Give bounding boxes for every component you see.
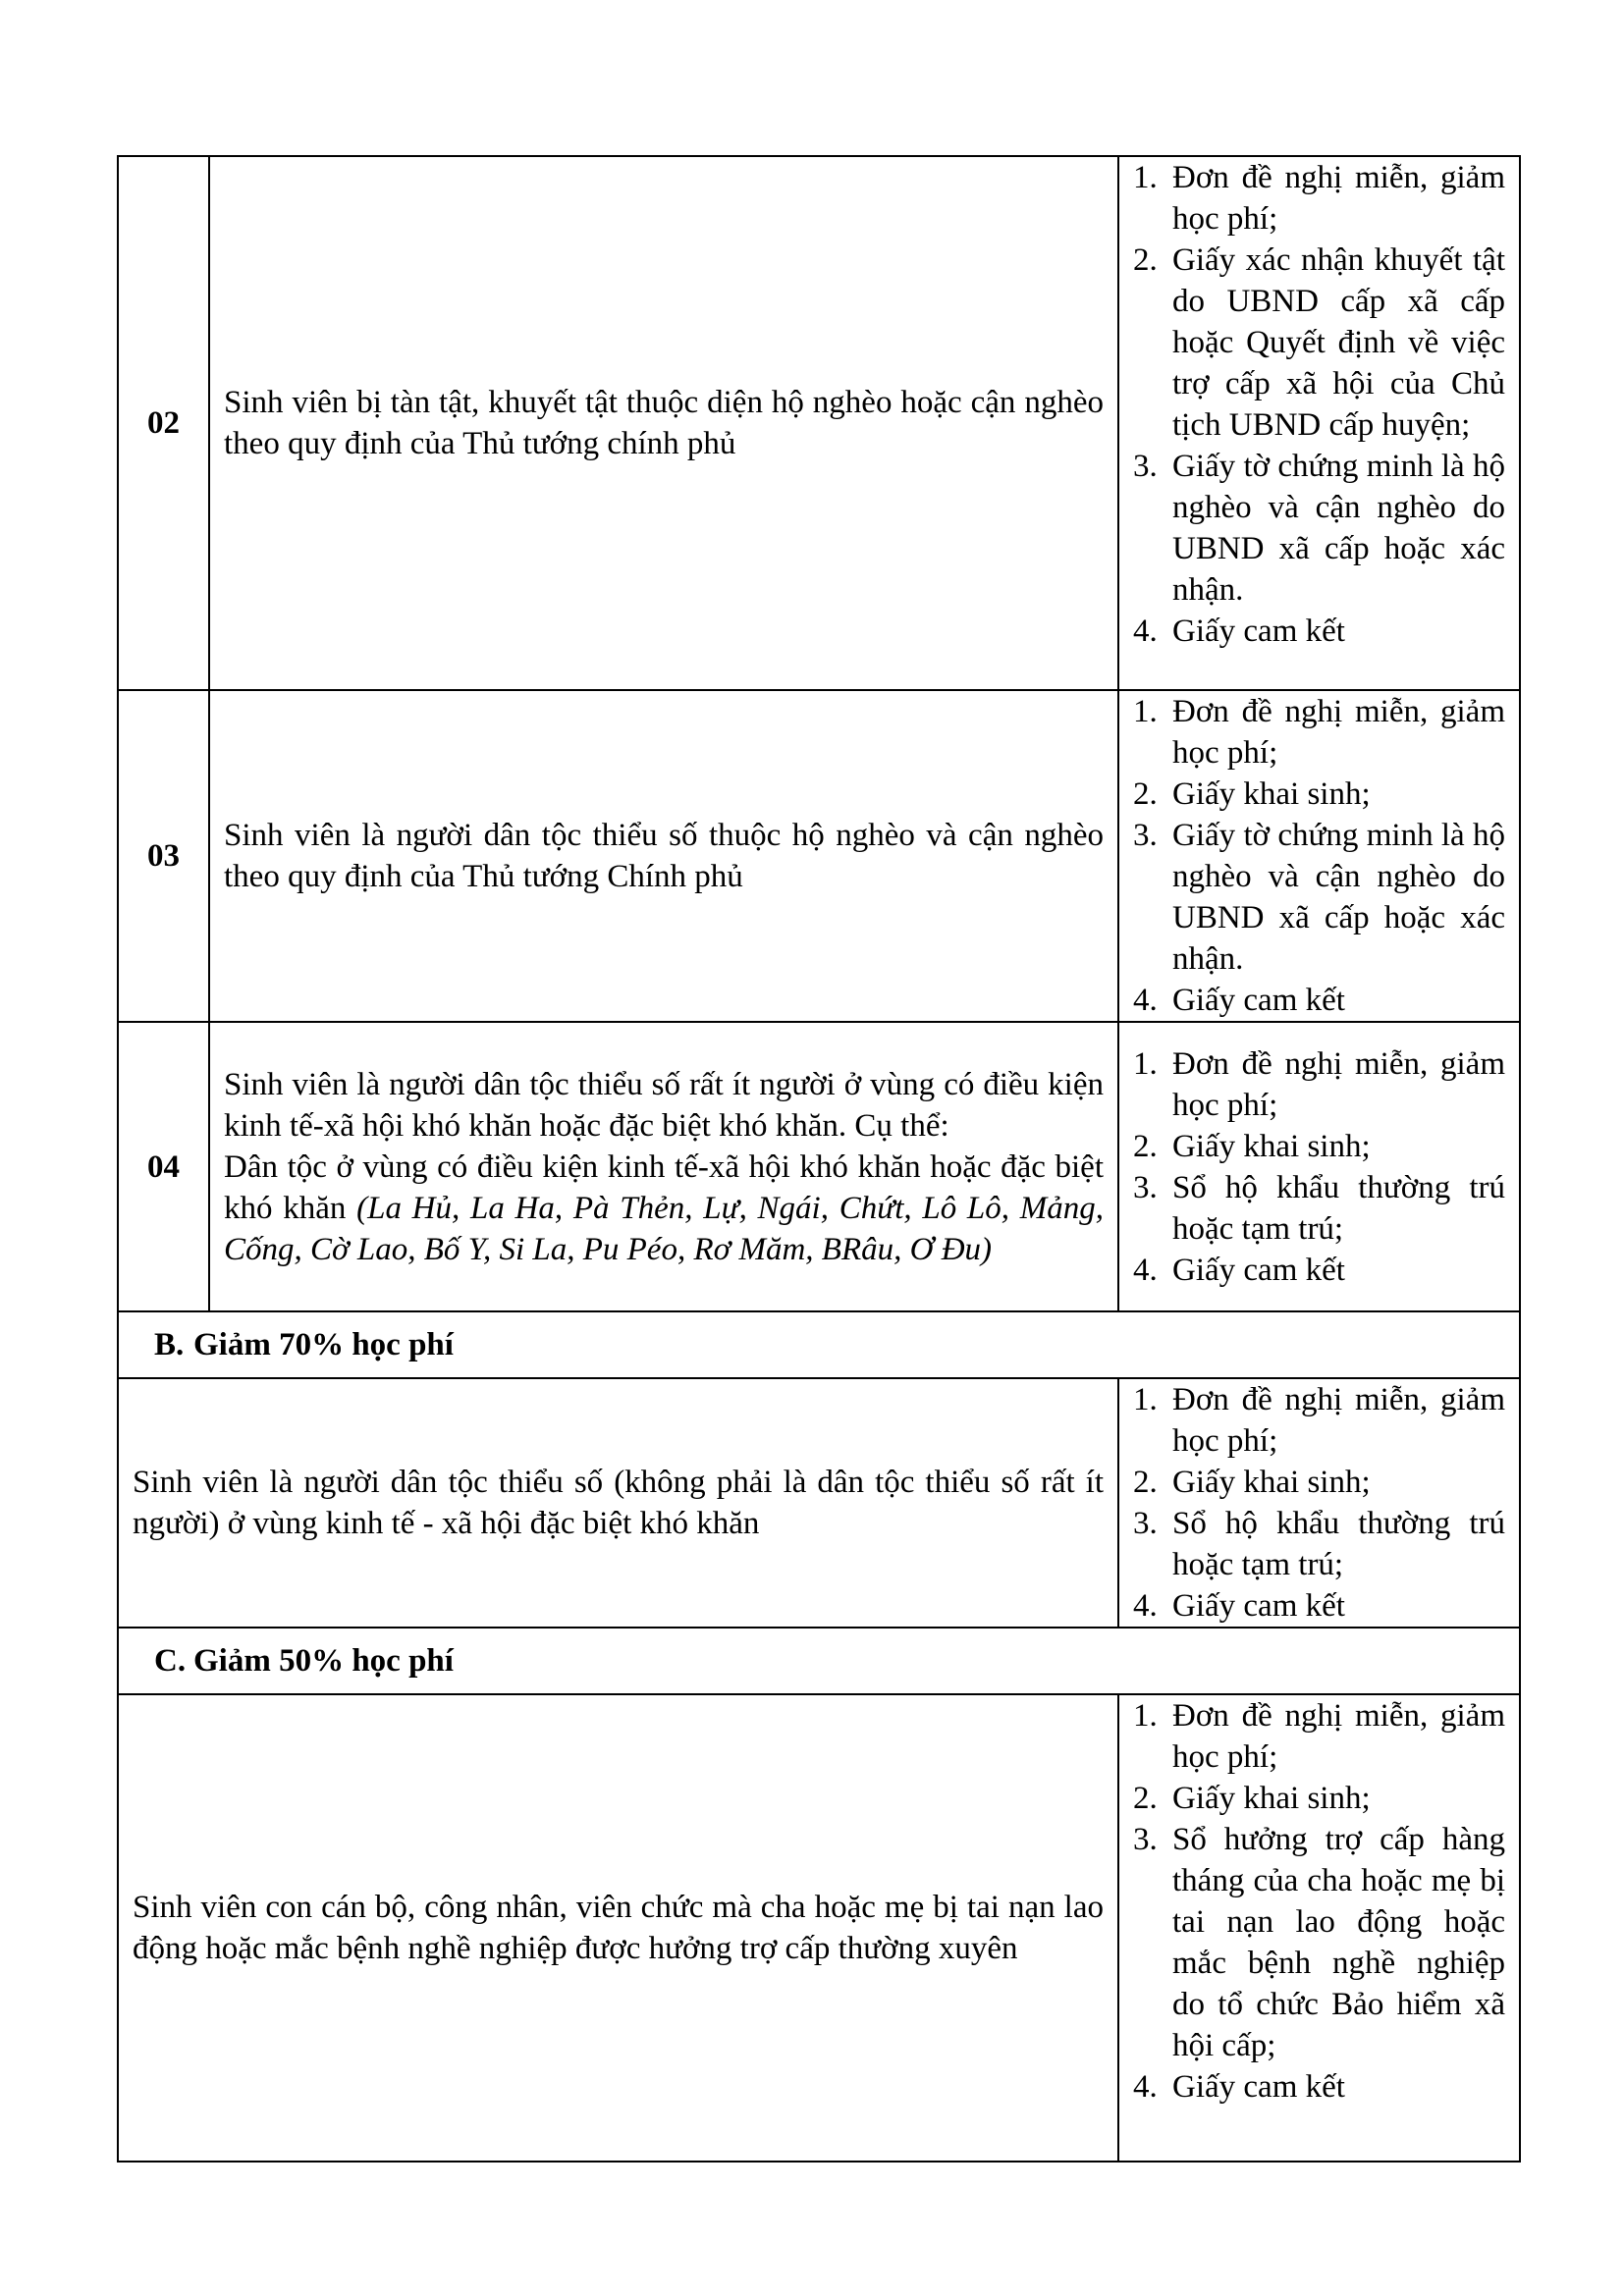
document-item-number: 2. [1133, 242, 1158, 278]
document-item-text: Giấy cam kết [1172, 1588, 1345, 1624]
document-item [1133, 691, 1505, 774]
document-item [1133, 774, 1505, 815]
required-documents [1118, 1694, 1520, 2162]
document-item-number: 1. [1133, 160, 1158, 195]
document-item-text: Giấy cam kết [1172, 2069, 1345, 2105]
document-item-text: Sổ hộ khẩu thường trú hoặc tạm trú; [1172, 1506, 1505, 1582]
row-number: 02 [118, 156, 209, 690]
document-item-number: 3. [1133, 449, 1158, 484]
document-item [1133, 1167, 1505, 1250]
document-item [1133, 611, 1505, 652]
document-item-text: Đơn đề nghị miễn, giảm học phí; [1172, 694, 1505, 771]
section-header-row [118, 1628, 1520, 1694]
table-row [118, 690, 1520, 1022]
document-item-text: Sổ hưởng trợ cấp hàng tháng của cha hoặc mẹ bị tai nạn lao động hoặc mắc bệnh nghề nghiệp do tổ chức Bảo hiểm xã hội cấp; [1172, 1822, 1505, 2063]
document-list [1133, 1695, 1505, 2108]
section-letter: C. [154, 1643, 187, 1679]
document-item [1133, 980, 1505, 1021]
required-documents [1118, 156, 1520, 690]
description-text-continued [224, 1147, 1104, 1270]
description-text: Sinh viên con cán bộ, công nhân, viên chức mà cha hoặc mẹ bị tai nạn lao động hoặc mắc bệnh nghề nghiệp được hưởng trợ cấp thường xuyên [133, 1890, 1104, 1966]
document-item-number: 1. [1133, 1698, 1158, 1734]
description-text: Sinh viên bị tàn tật, khuyết tật thuộc diện hộ nghèo hoặc cận nghèo theo quy định của Thủ tướng chính phủ [224, 385, 1104, 461]
section-header-row [118, 1311, 1520, 1378]
document-item [1133, 1043, 1505, 1126]
document-item-number: 4. [1133, 2069, 1158, 2105]
document-item-number: 3. [1133, 1169, 1158, 1205]
document-item-text: Giấy tờ chứng minh là hộ nghèo và cận nghèo do UBND xã cấp hoặc xác nhận. [1172, 818, 1505, 977]
document-item-text: Giấy cam kết [1172, 1252, 1345, 1288]
document-item-text: Đơn đề nghị miễn, giảm học phí; [1172, 160, 1505, 237]
document-item-text: Đơn đề nghị miễn, giảm học phí; [1172, 1045, 1505, 1123]
document-item [1133, 1250, 1505, 1291]
document-item [1133, 815, 1505, 980]
document-item [1133, 1126, 1505, 1167]
table-row [118, 1022, 1520, 1311]
description-text: Sinh viên là người dân tộc thiểu số rất ít người ở vùng có điều kiện kinh tế-xã hội khó khăn hoặc đặc biệt khó khăn. Cụ thể: [224, 1066, 1104, 1144]
document-item-text: Giấy khai sinh; [1172, 1465, 1371, 1500]
row-number: 03 [118, 690, 209, 1022]
document-item [1133, 157, 1505, 240]
description-text: Sinh viên là người dân tộc thiểu số thuộc hộ nghèo và cận nghèo theo quy định của Thủ tướng Chính phủ [224, 818, 1104, 894]
document-item-text: Giấy tờ chứng minh là hộ nghèo và cận nghèo do UBND xã cấp hoặc xác nhận. [1172, 449, 1505, 608]
row-description [209, 1022, 1118, 1311]
document-item-number: 2. [1133, 776, 1158, 812]
document-item [1133, 446, 1505, 611]
document-item-number: 2. [1133, 1465, 1158, 1500]
section-c-title [118, 1628, 1520, 1694]
document-item [1133, 2066, 1505, 2108]
document-item [1133, 1778, 1505, 1819]
document-list [1133, 1379, 1505, 1627]
document-item-text: Giấy xác nhận khuyết tật do UBND cấp xã cấp hoặc Quyết định về việc trợ cấp xã hội của Chủ tịch UBND cấp huyện; [1172, 242, 1505, 443]
document-item-text: Sổ hộ khẩu thường trú hoặc tạm trú; [1172, 1169, 1505, 1247]
section-title: Giảm 50% học phí [193, 1643, 454, 1679]
document-item-number: 3. [1133, 1506, 1158, 1541]
document-item-text: Giấy cam kết [1172, 983, 1345, 1018]
document-item-number: 3. [1133, 818, 1158, 853]
fee-exemption-table [117, 155, 1521, 2163]
document-item [1133, 1462, 1505, 1503]
document-item-text: Giấy cam kết [1172, 614, 1345, 649]
row-number: 04 [118, 1022, 209, 1311]
document-item [1133, 240, 1505, 446]
section-b-title [118, 1311, 1520, 1378]
table-row [118, 156, 1520, 690]
document-item-number: 1. [1133, 1045, 1158, 1082]
section-letter: B. [154, 1327, 185, 1362]
document-item-number: 1. [1133, 694, 1158, 729]
row-description [209, 690, 1118, 1022]
ethnic-groups-list: (La Hủ, La Ha, Pà Thẻn, Lự, Ngái, Chứt, Lô Lô, Mảng, Cống, Cờ Lao, Bố Y, Si La, Pu Péo, Rơ Măm, BRâu, Ơ Đu) [224, 1190, 1105, 1267]
document-item-number: 4. [1133, 614, 1158, 649]
document-item-number: 4. [1133, 1252, 1158, 1288]
document-item-text: Đơn đề nghị miễn, giảm học phí; [1172, 1698, 1505, 1775]
description-regular: Dân tộc ở vùng có điều kiện kinh tế-xã hội khó khăn hoặc đặc biệt khó khăn [224, 1148, 1104, 1226]
required-documents [1118, 1378, 1520, 1628]
document-item [1133, 1379, 1505, 1462]
document-list [1133, 691, 1505, 1021]
required-documents [1118, 1022, 1520, 1311]
document-item-text: Đơn đề nghị miễn, giảm học phí; [1172, 1382, 1505, 1459]
document-item-text: Giấy khai sinh; [1172, 1128, 1371, 1164]
document-list [1133, 1043, 1505, 1291]
document-list [1133, 157, 1505, 652]
document-item [1133, 1695, 1505, 1778]
row-description [209, 156, 1118, 690]
required-documents [1118, 690, 1520, 1022]
document-item-number: 3. [1133, 1822, 1158, 1857]
document-item-number: 1. [1133, 1382, 1158, 1417]
document-item [1133, 1819, 1505, 2066]
section-title: Giảm 70% học phí [193, 1327, 454, 1362]
document-item-number: 2. [1133, 1781, 1158, 1816]
table-row [118, 1694, 1520, 2162]
document-item [1133, 1503, 1505, 1585]
document-item-number: 4. [1133, 1588, 1158, 1624]
row-description [118, 1378, 1118, 1628]
document-item-text: Giấy khai sinh; [1172, 1781, 1371, 1816]
description-text: Sinh viên là người dân tộc thiểu số (không phải là dân tộc thiểu số rất ít người) ở vùng kinh tế - xã hội đặc biệt khó khăn [133, 1465, 1104, 1541]
document-item [1133, 1585, 1505, 1627]
document-item-text: Giấy khai sinh; [1172, 776, 1371, 812]
document-item-number: 2. [1133, 1128, 1158, 1164]
row-description [118, 1694, 1118, 2162]
table-row [118, 1378, 1520, 1628]
document-item-number: 4. [1133, 983, 1158, 1018]
